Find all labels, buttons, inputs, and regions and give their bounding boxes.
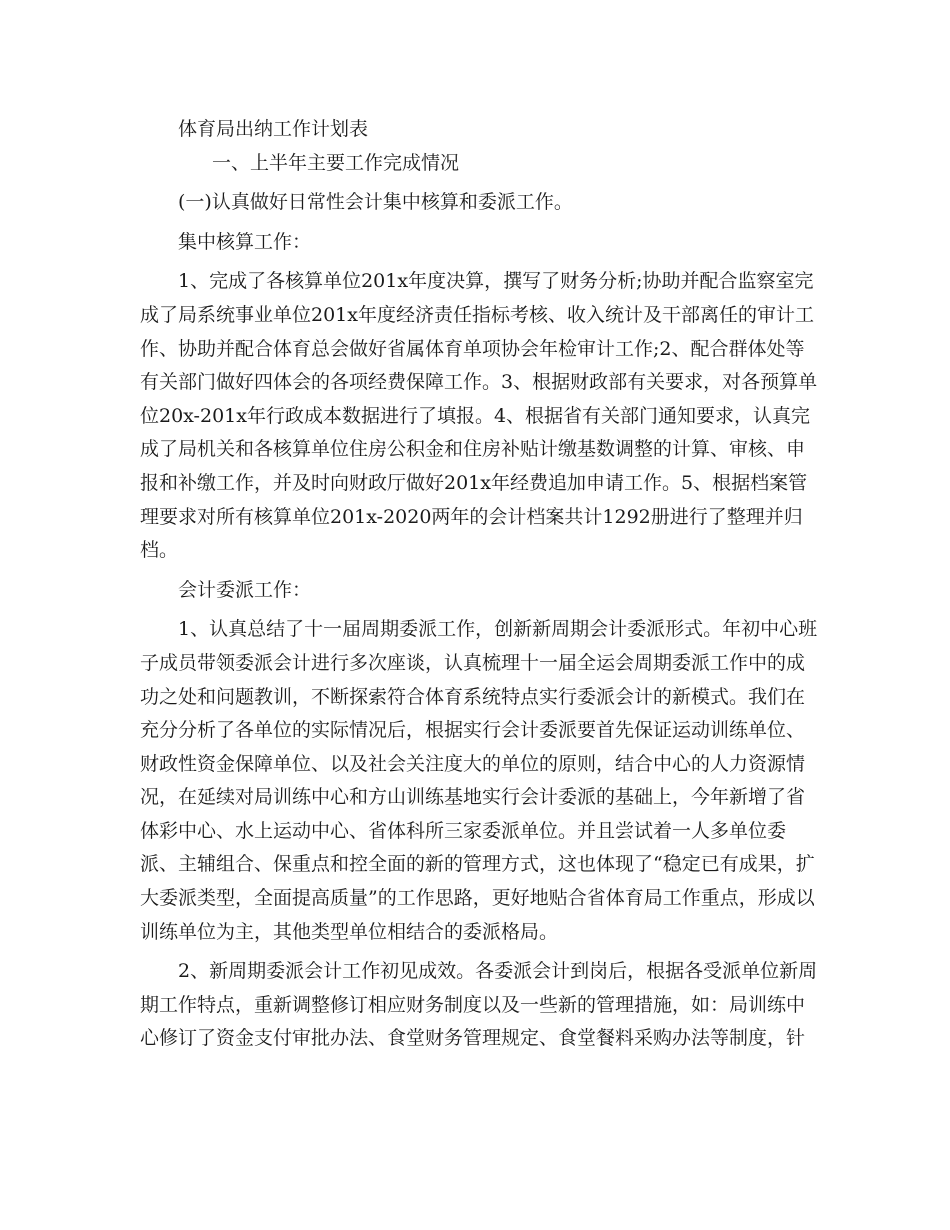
paragraph-line: 训练单位为主，其他类型单位相结合的委派格局。 bbox=[140, 920, 559, 943]
paragraph-line: 大委派类型，全面提高质量”的工作思路，更好地贴合省体育局工作重点，形成以 bbox=[140, 887, 815, 910]
subsection-heading: (一)认真做好日常性会计集中核算和委派工作。 bbox=[178, 191, 573, 214]
accounting-delegation-heading: 会计委派工作： bbox=[178, 578, 312, 601]
paragraph-line: 1、认真总结了十一届周期委派工作，创新新周期会计委派形式。年初中心班 bbox=[178, 618, 818, 641]
paragraph-line: 理要求对所有核算单位201x-2020两年的会计档案共计1292册进行了整理并归 bbox=[140, 505, 803, 528]
paragraph-line: 作、协助并配合体育总会做好省属体育单项协会年检审计工作;2、配合群体处等 bbox=[140, 337, 805, 360]
centralized-accounting-heading: 集中核算工作： bbox=[178, 230, 312, 253]
paragraph-line: 况，在延续对局训练中心和方山训练基地实行会计委派的基础上，今年新增了省 bbox=[140, 786, 806, 809]
document-title: 体育局出纳工作计划表 bbox=[178, 118, 369, 140]
paragraph-line: 财政性资金保障单位、以及社会关注度大的单位的原则，结合中心的人力资源情 bbox=[140, 752, 806, 775]
paragraph-line: 位20x-201x年行政成本数据进行了填报。4、根据省有关部门通知要求，认真完 bbox=[140, 404, 811, 427]
paragraph-line: 子成员带领委派会计进行多次座谈，认真梳理十一届全运会周期委派工作中的成 bbox=[140, 651, 806, 674]
section-heading: 一、上半年主要工作完成情况 bbox=[212, 151, 460, 174]
paragraph-line: 有关部门做好四体会的各项经费保障工作。3、根据财政部有关要求，对各预算单 bbox=[140, 371, 818, 394]
paragraph-line: 报和补缴工作，并及时向财政厅做好201x年经费追加申请工作。5、根据档案管 bbox=[140, 471, 808, 494]
paragraph-line: 成了局机关和各核算单位住房公积金和住房补贴计缴基数调整的计算、审核、申 bbox=[140, 438, 806, 461]
paragraph-line: 成了局系统事业单位201x年度经济责任指标考核、收入统计及干部离任的审计工 bbox=[140, 303, 814, 326]
paragraph-line: 2、新周期委派会计工作初见成效。各委派会计到岗后，根据各受派单位新周 bbox=[178, 960, 818, 983]
paragraph-line: 档。 bbox=[140, 539, 179, 562]
centralized-accounting-paragraph bbox=[140, 265, 818, 567]
paragraph-line: 期工作特点，重新调整修订相应财务制度以及一些新的管理措施，如：局训练中 bbox=[140, 993, 806, 1016]
delegation-paragraph-2 bbox=[140, 955, 818, 1056]
paragraph-line: 功之处和问题教训，不断探索符合体育系统特点实行委派会计的新模式。我们在 bbox=[140, 685, 806, 708]
paragraph-line: 派、主辅组合、保重点和控全面的新的管理方式，这也体现了“稳定已有成果，扩 bbox=[140, 853, 815, 876]
delegation-paragraph-1 bbox=[140, 613, 818, 949]
paragraph-line: 充分分析了各单位的实际情况后，根据实行会计委派要首先保证运动训练单位、 bbox=[140, 719, 806, 742]
paragraph-line: 体彩中心、水上运动中心、省体科所三家委派单位。并且尝试着一人多单位委 bbox=[140, 819, 787, 842]
paragraph-line: 心修订了资金支付审批办法、食堂财务管理规定、食堂餐料采购办法等制度，针 bbox=[140, 1027, 806, 1050]
paragraph-line: 1、完成了各核算单位201x年度决算，撰写了财务分析;协助并配合监察室完 bbox=[178, 270, 814, 293]
document-body bbox=[140, 113, 818, 1056]
